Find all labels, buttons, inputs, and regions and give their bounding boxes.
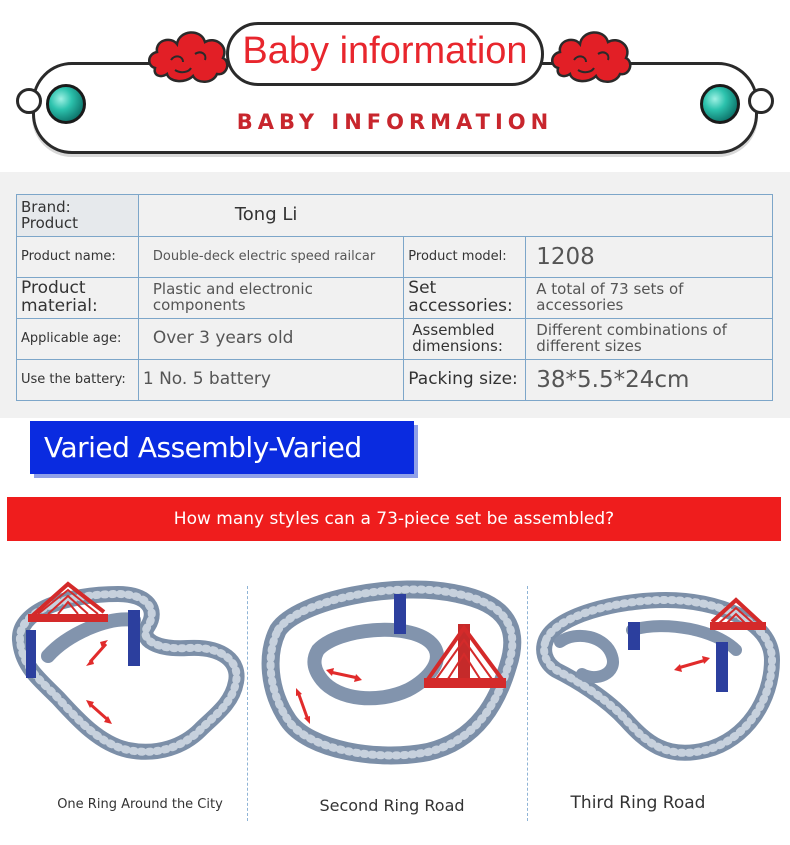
style-caption: One Ring Around the City (57, 797, 223, 812)
brand-value: Tong Li (138, 195, 772, 237)
varied-assembly-heading (30, 421, 414, 474)
cloud-icon (548, 20, 634, 90)
material-value: Plastic and electronic components (138, 278, 403, 319)
cloud-icon (145, 20, 231, 90)
banner-title: Baby information (242, 30, 528, 72)
table-row (17, 278, 773, 319)
track-illustration-third-ring (536, 570, 782, 770)
table-row (17, 360, 773, 401)
packing-value: 38*5.5*24cm (526, 360, 773, 401)
style-caption: Second Ring Road (319, 796, 465, 815)
divider (527, 586, 528, 821)
age-value: Over 3 years old (138, 319, 403, 360)
question-bar (7, 497, 781, 541)
dimensions-value: Different combinations of different sizes (526, 319, 773, 360)
banner-subtitle: BABY INFORMATION (236, 110, 554, 134)
brand-label: Brand: Product (17, 195, 139, 237)
table-row (17, 195, 773, 237)
track-illustration-second-ring (258, 570, 528, 770)
table-row (17, 237, 773, 278)
age-label: Applicable age: (17, 319, 139, 360)
baby-information-banner (0, 0, 790, 165)
style-caption: Third Ring Road (570, 793, 706, 813)
accessories-label: Set accessories: (404, 278, 526, 319)
varied-assembly-text: Varied Assembly-Varied (44, 431, 362, 464)
product-name-label: Product name: (17, 237, 139, 278)
battery-label: Use the battery: (17, 360, 139, 401)
dimensions-label: Assembled dimensions: (404, 319, 526, 360)
product-info-table (16, 194, 773, 401)
packing-label: Packing size: (404, 360, 526, 401)
question-text: How many styles can a 73-piece set be assembled? (173, 509, 615, 529)
product-name-value: Double-deck electric speed railcar (138, 237, 403, 278)
product-model-value: 1208 (526, 237, 773, 278)
accessories-value: A total of 73 sets of accessories (526, 278, 773, 319)
divider (247, 586, 248, 821)
track-illustration-one-ring (8, 570, 248, 770)
battery-value: 1 No. 5 battery (138, 360, 403, 401)
material-label: Product material: (17, 278, 139, 319)
table-row (17, 319, 773, 360)
product-model-label: Product model: (404, 237, 526, 278)
product-info-section (0, 172, 790, 418)
